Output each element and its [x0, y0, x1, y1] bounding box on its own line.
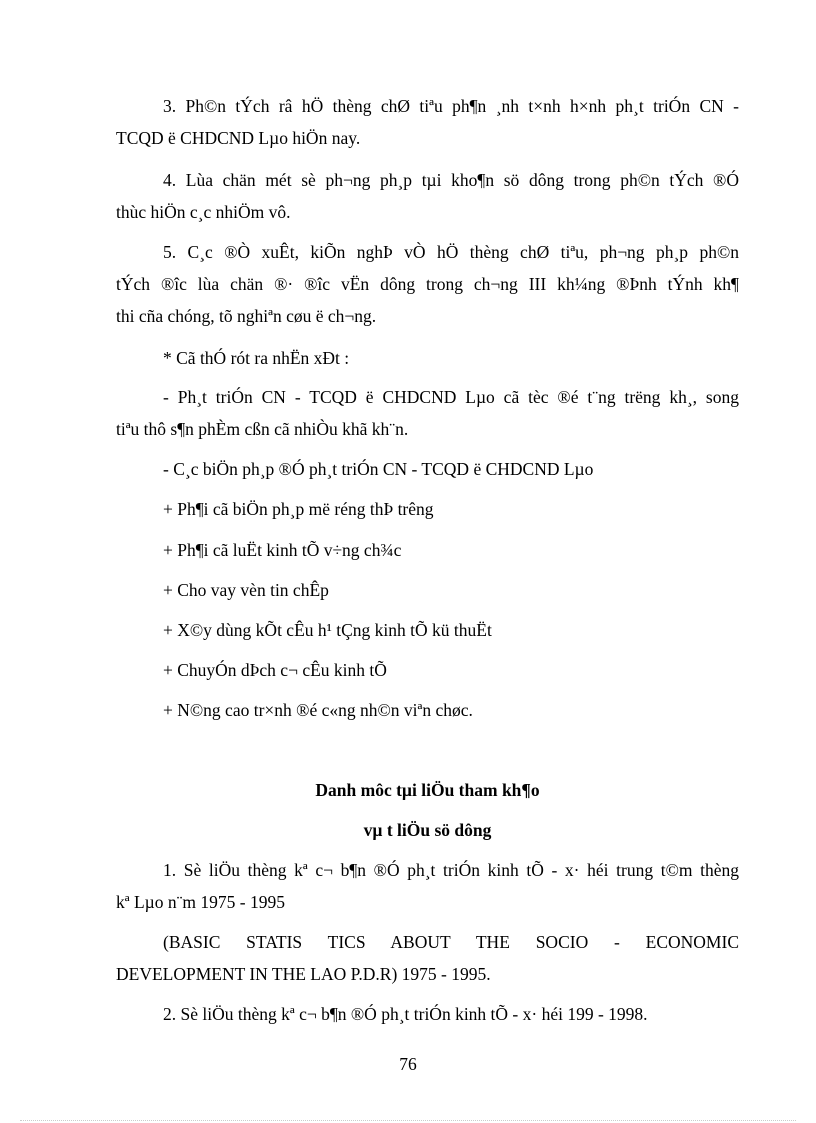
paragraph-5-line-3: thi cña chóng, tõ nghiªn cøu ë ch¬ng.: [116, 306, 377, 326]
paragraph-5-line-2: tÝch ®îc lùa chän ®· ®îc vËn dông trong ch¬ng III kh¼ng ®Þnh tÝnh kh¶: [116, 274, 739, 294]
reference-1-english-line-2: DEVELOPMENT IN THE LAO P.D.R) 1975 - 1995.: [116, 964, 491, 984]
reference-1-english-line-1: (BASIC STATIS TICS ABOUT THE SOCIO - ECONOMIC: [163, 932, 739, 952]
references-subtitle: vµ t liÖu sö dông: [363, 820, 492, 840]
paragraph-4-line-2: thùc hiÖn c¸c nhiÖm vô.: [116, 202, 291, 222]
paragraph-3-line-1: 3. Ph©n tÝch râ hÖ thèng chØ tiªu ph¶n ¸nh t×nh h×nh ph¸t triÓn CN -: [163, 96, 739, 116]
references-title: Danh môc tµi liÖu tham kh¶o: [315, 780, 540, 800]
reference-2-line-1: 2. Sè liÖu thèng kª c¬ b¶n ®Ó ph¸t triÓn kinh tÕ - x· héi 199 - 1998.: [163, 1004, 648, 1024]
development-line-2: tiªu thô s¶n phÈm cßn cã nhiÒu khã kh¨n.: [116, 419, 409, 439]
measures-heading: - C¸c biÖn ph¸p ®Ó ph¸t triÓn CN - TCQD ë CHDCND Lµo: [163, 459, 594, 479]
paragraph-5-line-1: 5. C¸c ®Ò xuÊt, kiÕn nghÞ vÒ hÖ thèng chØ tiªu, ph¬ng ph¸p ph©n: [163, 242, 739, 262]
page-number: 76: [399, 1054, 417, 1074]
reference-1-line-1: 1. Sè liÖu thèng kª c¬ b¶n ®Ó ph¸t triÓn kinh tÕ - x· héi trung t©m thèng: [163, 860, 739, 880]
measure-item: + Ph¶i cã biÖn ph¸p më réng thÞ trêng: [163, 499, 434, 519]
paragraph-3-line-2: TCQD ë CHDCND Lµo hiÖn nay.: [116, 128, 361, 148]
measure-item: + ChuyÓn dÞch c¬ cÊu kinh tÕ: [163, 660, 387, 680]
measure-item: + X©y dùng kÕt cÊu h¹ tÇng kinh tÕ kü thuËt: [163, 620, 492, 640]
development-line-1: - Ph¸t triÓn CN - TCQD ë CHDCND Lµo cã tèc ®é t¨ng trëng kh¸, song: [163, 387, 739, 407]
measure-item: + N©ng cao tr×nh ®é c«ng nh©n viªn chøc.: [163, 700, 473, 720]
page-bottom-divider: [20, 1120, 796, 1121]
conclusion-heading: * Cã thÓ rót ra nhËn xÐt :: [163, 348, 350, 368]
measure-item: + Cho vay vèn tin chÊp: [163, 580, 329, 600]
reference-1-line-2: kª Lµo n¨m 1975 - 1995: [116, 892, 285, 912]
paragraph-4-line-1: 4. Lùa chän mét sè ph¬ng ph¸p tµi kho¶n sö dông trong ph©n tÝch ®Ó: [163, 170, 739, 190]
measure-item: + Ph¶i cã luËt kinh tÕ v÷ng ch¾c: [163, 540, 402, 560]
